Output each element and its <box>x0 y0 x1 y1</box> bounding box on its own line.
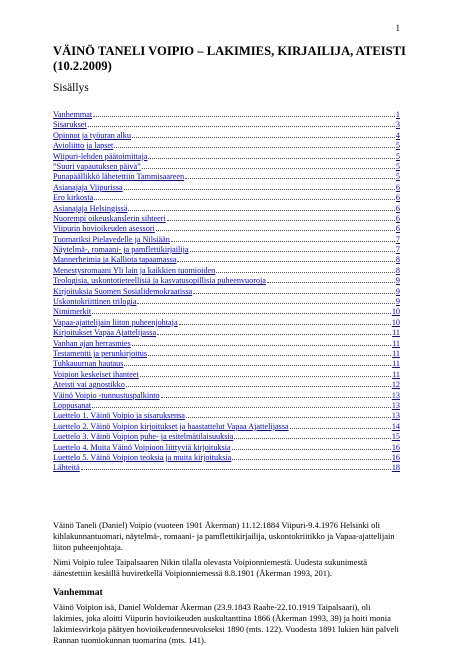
toc-entry-title-link[interactable]: Asianajaja Viipurissa <box>53 182 123 192</box>
toc-entry-title-link[interactable]: Viipurin hovioikeuden asessori <box>53 224 155 234</box>
toc-dot-leader <box>148 158 394 159</box>
toc-entry-page-link[interactable]: 7 <box>395 234 400 244</box>
toc-entry-page-link[interactable]: 4 <box>395 130 400 140</box>
toc-entry-page-link[interactable]: 9 <box>395 276 400 286</box>
toc-entry[interactable] <box>53 370 400 380</box>
toc-entry-page-link[interactable]: 16 <box>391 452 400 462</box>
toc-entry[interactable] <box>53 131 400 141</box>
page-number: 1 <box>395 23 400 33</box>
parents-paragraph: Väinö Voipion isä, Daniel Woldemar Åkerman (23.9.1843 Raahe-22.10.1919 Taipalsaari), oli lakimies, joka aloitti Viipurin hovioikeuden auskultanttina 1866 (Åkerman 1993, 39) ja hoiti monia lakimiesvirkoja päätyen hovioikeudenneuvokseksi 1890 (mts. 122). Vuodesta 1891 lukien hän palveli Rannan tuomiokunnan tuomarina (mts. 141). <box>53 602 399 645</box>
toc-entry-page-link[interactable]: 13 <box>391 400 400 410</box>
toc-dot-leader <box>137 303 394 304</box>
toc-dot-leader <box>128 210 395 211</box>
toc-entry-page-link[interactable]: 5 <box>395 161 400 171</box>
toc-entry[interactable] <box>53 214 400 224</box>
toc-entry-page-link[interactable]: 5 <box>395 141 400 151</box>
toc-entry-page-link[interactable]: 3 <box>395 120 400 130</box>
toc-entry-page-link[interactable]: 6 <box>395 224 400 234</box>
toc-entry-page-link[interactable]: 8 <box>395 265 400 275</box>
toc-dot-leader <box>132 137 395 138</box>
toc-entry-title-link[interactable]: Väinö Voipio -tunnustuspalkinto <box>53 390 160 400</box>
toc-entry-page-link[interactable]: 7 <box>395 245 400 255</box>
toc-dot-leader <box>92 313 391 314</box>
toc-dot-leader <box>179 324 391 325</box>
toc-entry[interactable] <box>53 328 400 338</box>
toc-entry-title-link[interactable]: Vanhan ajan herrasmies <box>53 338 131 348</box>
toc-entry-title-link[interactable]: Teologisia, uskontotieteellisiä ja kasvatusopillisia puheenvuoroja <box>53 276 266 286</box>
toc-entry-title-link[interactable]: Ateisti vai agnostikko <box>53 380 125 390</box>
toc-entry[interactable] <box>53 391 400 401</box>
toc-dot-leader <box>88 126 395 127</box>
toc-entry[interactable] <box>53 276 400 286</box>
toc-dot-leader <box>94 199 395 200</box>
toc-dot-leader <box>92 407 391 408</box>
toc-entry-title-link[interactable]: Kirjoitukset Vapaa Ajattelijassa <box>53 328 157 338</box>
toc-dot-leader <box>190 251 395 252</box>
toc-entry-title-link[interactable]: Vanhemmat <box>53 110 93 119</box>
toc-entry-title-link[interactable]: Loppusanat <box>53 400 92 410</box>
toc-entry-page-link[interactable]: 12 <box>391 380 400 390</box>
toc-entry-page-link[interactable]: 11 <box>392 348 400 358</box>
toc-entry[interactable] <box>53 422 400 432</box>
toc-entry-page-link[interactable]: 11 <box>392 328 400 338</box>
toc-entry[interactable] <box>53 411 400 421</box>
toc-entry-page-link[interactable]: 13 <box>391 390 400 400</box>
toc-entry-page-link[interactable]: 9 <box>395 286 400 296</box>
toc-entry[interactable] <box>53 349 400 359</box>
toc-entry-title-link[interactable]: Punapäällikkö lähetettiin Tammisaareen <box>53 172 185 182</box>
toc-entry-title-link[interactable]: ”Suuri vapautuksen päivä” <box>53 161 141 171</box>
toc-dot-leader <box>232 459 391 460</box>
toc-dot-leader <box>142 168 395 169</box>
toc-dot-leader <box>177 261 394 262</box>
toc-entry-title-link[interactable]: Kirjoituksia Suomen Sosialidemokraatissa <box>53 286 193 296</box>
toc-entry[interactable] <box>53 266 400 276</box>
toc-entry-title-link[interactable]: Tuomariksi Pielavedelle ja Nilsiään <box>53 234 170 244</box>
toc-entry-title-link[interactable]: Mannerheimia ja Kalliota tapaamassa <box>53 255 177 265</box>
toc-entry-page-link[interactable]: 5 <box>395 172 400 182</box>
toc-entry-page-link[interactable]: 11 <box>392 359 400 369</box>
toc-dot-leader <box>232 449 391 450</box>
toc-dot-leader <box>124 365 391 366</box>
toc-entry-page-link[interactable]: 6 <box>395 182 400 192</box>
toc-dot-leader <box>156 230 395 231</box>
toc-entry[interactable] <box>53 162 400 172</box>
toc-dot-leader <box>114 147 395 148</box>
toc-entry[interactable] <box>53 339 400 349</box>
toc-entry-page-link[interactable]: 18 <box>391 463 400 473</box>
toc-entry-page-link[interactable]: 10 <box>391 317 400 327</box>
toc-entry-page-link[interactable]: 16 <box>391 442 400 452</box>
toc-entry[interactable] <box>53 359 400 369</box>
toc-entry[interactable] <box>53 255 400 265</box>
toc-entry[interactable] <box>53 204 400 214</box>
toc-entry[interactable] <box>53 380 400 390</box>
toc-entry[interactable] <box>53 141 400 151</box>
toc-dot-leader <box>171 241 395 242</box>
toc-entry-title-link[interactable]: Näytelmä-, romaani- ja pamflettikirjailija <box>53 245 189 255</box>
toc-entry[interactable] <box>53 110 400 120</box>
toc-dot-leader <box>148 355 391 356</box>
toc-dot-leader <box>167 220 395 221</box>
toc-entry-title-link[interactable]: Luettelo 1. Väinö Voipio ja sisaruksensa <box>53 411 185 421</box>
toc-entry-page-link[interactable]: 5 <box>395 151 400 161</box>
toc-entry[interactable] <box>53 245 400 255</box>
toc-entry-title-link[interactable]: Opinnot ja työuran alku <box>53 130 131 140</box>
toc-entry-title-link[interactable]: Avioliitto ja lapset <box>53 141 114 151</box>
toc-dot-leader <box>290 428 391 429</box>
toc-dot-leader <box>186 417 391 418</box>
toc-dot-leader <box>216 272 395 273</box>
toc-dot-leader <box>93 116 395 117</box>
toc-dot-leader <box>234 438 390 439</box>
toc-entry-page-link[interactable]: 13 <box>391 411 400 421</box>
toc-entry[interactable] <box>53 120 400 130</box>
toc-entry-title-link[interactable]: Lähteitä <box>53 463 80 473</box>
toc-entry[interactable] <box>53 463 400 473</box>
toc-entry-page-link[interactable]: 1 <box>395 110 400 119</box>
toc-entry[interactable] <box>53 318 400 328</box>
toc-entry-page-link[interactable]: 15 <box>391 432 400 442</box>
toc-entry[interactable] <box>53 443 400 453</box>
toc-entry[interactable] <box>53 193 400 203</box>
toc-entry-title-link[interactable]: Luettelo 4. Muita Väinö Voipioon liittyviä kirjoituksia <box>53 442 231 452</box>
name-paragraph: Nimi Voipio tulee Taipalsaaren Nikin tilalla olevasta Voipionniemestä. Uudesta sukunimestä äänestettiin kesäillä huviretkellä Voipionniemessä 8.8.1901 (Åkerman 1993, 201). <box>53 557 368 578</box>
toc-dot-leader <box>157 334 391 335</box>
toc-dot-leader <box>267 282 395 283</box>
toc-entry-title-link[interactable]: Luettelo 3. Väinö Voipion puhe- ja esitelmätilaisuuksia <box>53 432 234 442</box>
toc-entry-title-link[interactable]: Uskontokriittinen trilogia <box>53 297 137 307</box>
toc-dot-leader <box>140 376 391 377</box>
toc-entry-title-link[interactable]: Sisarukset <box>53 120 87 130</box>
toc-dot-leader <box>124 189 395 190</box>
toc-entry[interactable] <box>53 432 400 442</box>
toc-entry[interactable] <box>53 152 400 162</box>
toc-heading: Sisällys <box>53 82 89 94</box>
toc-entry-title-link[interactable]: Nimimerkit <box>53 307 92 317</box>
toc-dot-leader <box>126 386 391 387</box>
toc-entry-title-link[interactable]: Vapaa-ajattelijain liiton puheenjohtaja <box>53 317 178 327</box>
toc-dot-leader <box>81 469 391 470</box>
toc-dot-leader <box>161 397 391 398</box>
toc-entry-page-link[interactable]: 11 <box>392 338 400 348</box>
toc-entry-page-link[interactable]: 6 <box>395 203 400 213</box>
toc-entry-title-link[interactable]: Testamentti ja perunkirjoitus <box>53 348 148 358</box>
toc-entry-page-link[interactable]: 14 <box>391 421 400 431</box>
toc-entry[interactable] <box>53 183 400 193</box>
toc-entry-page-link[interactable]: 9 <box>395 297 400 307</box>
toc-entry-title-link[interactable]: Voipion keskeiset ihanteet <box>53 369 139 379</box>
toc-entry[interactable] <box>53 297 400 307</box>
toc-entry[interactable] <box>53 401 400 411</box>
toc-dot-leader <box>185 178 395 179</box>
toc-entry-title-link[interactable]: Nuorempi oikeuskanslerin sihteeri <box>53 213 166 223</box>
toc-entry[interactable] <box>53 307 400 317</box>
toc-entry-title-link[interactable]: Tuhkauurnan hautaus <box>53 359 124 369</box>
toc-entry-page-link[interactable]: 11 <box>392 369 400 379</box>
toc-entry[interactable] <box>53 235 400 245</box>
toc-entry-title-link[interactable]: Menestysromaani Yli lain ja kaikkien tuomioiden <box>53 265 216 275</box>
section-heading-vanhemmat: Vanhemmat <box>53 587 103 598</box>
toc-entry[interactable] <box>53 172 400 182</box>
intro-paragraph: Väinö Taneli (Daniel) Voipio (vuoteen 1901 Åkerman) 11.12.1884 Viipuri-9.4.1976 Helsinki oli kihlakunnantuomari, näytelmä-, romaani- ja pamflettikirjailija, uskontokriitikko ja Vapaa-ajattelijain liiton puheenjohtaja. <box>53 520 395 552</box>
toc-entry-page-link[interactable]: 10 <box>391 307 400 317</box>
table-of-contents <box>53 110 400 474</box>
toc-entry[interactable] <box>53 287 400 297</box>
toc-entry-title-link[interactable]: Luettelo 5. Väinö Voipion teoksia ja muita kirjoituksia <box>53 452 232 462</box>
toc-dot-leader <box>193 293 395 294</box>
toc-entry[interactable] <box>53 453 400 463</box>
document-title: VÄINÖ TANELI VOIPIO – LAKIMIES, KIRJAILIJA, ATEISTI (10.2.2009) <box>53 44 406 73</box>
toc-entry-title-link[interactable]: Wiipuri-lehden päätoimittaja <box>53 151 148 161</box>
toc-entry-page-link[interactable]: 8 <box>395 255 400 265</box>
toc-entry-page-link[interactable]: 6 <box>395 193 400 203</box>
toc-dot-leader <box>132 345 391 346</box>
toc-entry-title-link[interactable]: Asianajaja Helsingissä <box>53 203 128 213</box>
toc-entry[interactable] <box>53 224 400 234</box>
toc-entry-title-link[interactable]: Luettelo 2. Väinö Voipion kirjoitukset ja haastattelut Vapaa Ajattelijassa <box>53 421 289 431</box>
toc-entry-title-link[interactable]: Ero kirkosta <box>53 193 94 203</box>
toc-entry-page-link[interactable]: 6 <box>395 213 400 223</box>
